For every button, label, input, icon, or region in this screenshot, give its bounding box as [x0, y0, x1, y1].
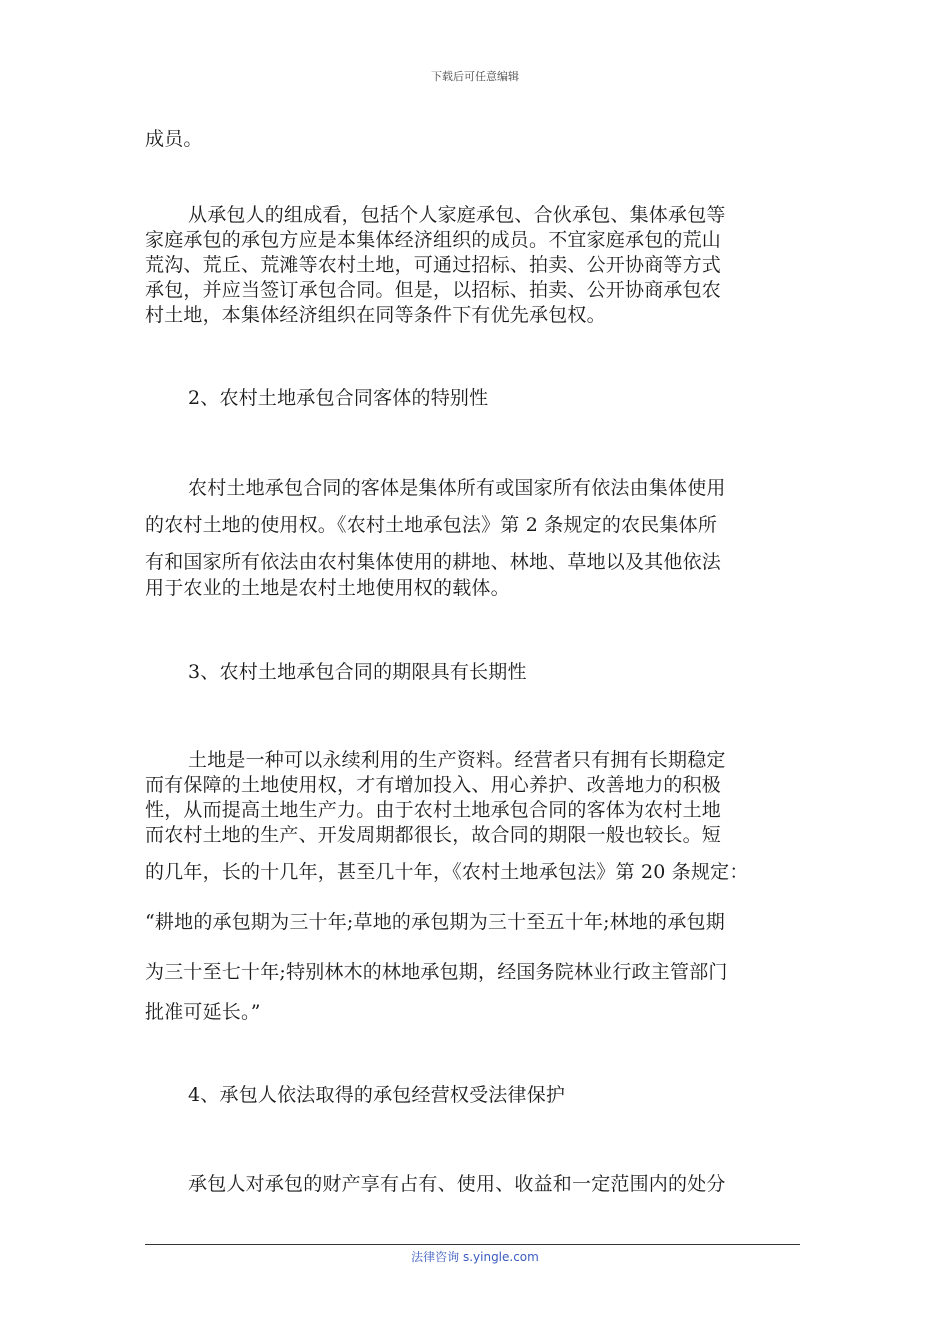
paragraph-line: 而农村土地的生产、开发周期都很长，故合同的期限一般也较长。短 [145, 824, 722, 846]
paragraph-line: 成员。 [145, 128, 203, 150]
paragraph-line: 村土地，本集体经济组织在同等条件下有优先承包权。 [145, 304, 606, 326]
paragraph-line: 土地是一种可以永续利用的生产资料。经营者只有拥有长期稳定 [188, 749, 726, 771]
paragraph-line: 农村土地承包合同的客体是集体所有或国家所有依法由集体使用 [188, 477, 726, 499]
paragraph-line: 而有保障的土地使用权，才有增加投入、用心养护、改善地力的积极 [145, 774, 722, 796]
paragraph-line: 有和国家所有依法由农村集体使用的耕地、林地、草地以及其他依法 [145, 551, 722, 573]
paragraph-line: 性，从而提高土地生产力。由于农村土地承包合同的客体为农村土地 [145, 799, 722, 821]
paragraph-line: 为三十至七十年;特别林木的林地承包期，经国务院林业行政主管部门 [145, 961, 728, 983]
paragraph-line: 家庭承包的承包方应是本集体经济组织的成员。不宜家庭承包的荒山 [145, 229, 722, 251]
page-header: 下载后可任意编辑 [431, 70, 519, 83]
paragraph-line: 批准可延长。” [145, 1001, 261, 1023]
footer-divider [145, 1244, 800, 1245]
section-heading: 4、承包人依法取得的承包经营权受法律保护 [188, 1084, 566, 1106]
paragraph-line: 荒沟、荒丘、荒滩等农村土地，可通过招标、拍卖、公开协商等方式 [145, 254, 722, 276]
section-heading: 2、农村土地承包合同客体的特别性 [188, 387, 489, 409]
paragraph-line: 的几年，长的十几年，甚至几十年，《农村土地承包法》第 20 条规定： [145, 861, 749, 883]
paragraph-line: 承包，并应当签订承包合同。但是，以招标、拍卖、公开协商承包农 [145, 279, 722, 301]
paragraph-line: 用于农业的土地是农村土地使用权的载体。 [145, 577, 510, 599]
section-heading: 3、农村土地承包合同的期限具有长期性 [188, 661, 527, 683]
paragraph-line: 的农村土地的使用权。《农村土地承包法》第 2 条规定的农民集体所 [145, 514, 718, 536]
paragraph-line: 承包人对承包的财产享有占有、使用、收益和一定范围内的处分 [188, 1173, 726, 1195]
paragraph-line: 从承包人的组成看，包括个人家庭承包、合伙承包、集体承包等 [188, 204, 726, 226]
footer-link[interactable]: 法律咨询 s.yingle.com [411, 1250, 539, 1264]
paragraph-line: “耕地的承包期为三十年;草地的承包期为三十至五十年;林地的承包期 [145, 911, 725, 933]
